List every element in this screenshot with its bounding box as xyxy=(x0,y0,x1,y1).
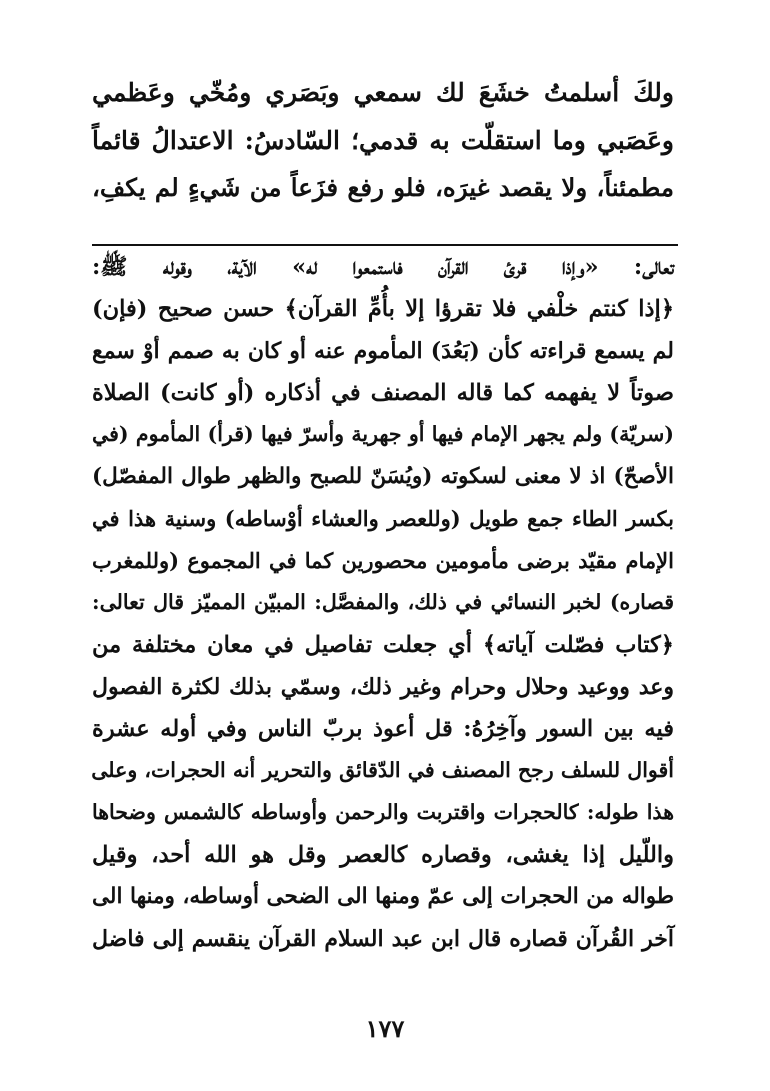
page-number: ١٧٧ xyxy=(365,1014,405,1043)
commentary-line: لم يسمع قراءته كأن (بَعُدَ) المأموم عنه أو كان به صمم أوْ سمع xyxy=(92,338,674,364)
commentary-line: آخر القُرآن قصاره قال ابن عبد السلام القرآن ينقسم إلى فاضل xyxy=(92,926,674,952)
commentary-line: ﴿كتاب فصّلت آياته﴾ أي جعلت تفاصيل في معان مختلفة من xyxy=(92,632,674,658)
commentary-line: الأصحّ) اذ لا معنى لسكوته (ويُسَنّ للصبح والظهر طوال المفصّل) xyxy=(92,464,674,489)
commentary-line: فيه بين السور وآخِرُهُ: قل أعوذ بربّ الناس وفي أوله عشرة xyxy=(92,716,674,742)
main-text-line: وعَصَبي وما استقلّت به قدمي؛ السّادسُ: الاعتدالُ قائماً xyxy=(92,126,674,155)
main-text-line: مطمئناً، ولا يقصد غيرَه، فلو رفع فزَعاً من شَيءٍ لم يكفِ، xyxy=(92,173,674,202)
commentary-line: صوتاً لا يفهمه كما قاله المصنف في أذكاره (أو كانت) الصلاة xyxy=(92,380,674,406)
commentary-line: بكسر الطاء جمع طويل (وللعصر والعشاء أوْساطه) وسنية هذا في xyxy=(92,506,674,531)
commentary-line: ﴿إذا كنتم خلْفي فلا تقرؤا إلا بأُمِّ القرآن﴾ حسن صحيح (فإن) xyxy=(92,296,674,322)
commentary-line: تعالى: «وإذا قرئ القرآن فاستمعوا له» الآية، وقوله ﷺ: xyxy=(92,254,674,280)
commentary-line: وعد ووعيد وحلال وحرام وغير ذلك، وسمّي بذلك لكثرة الفصول xyxy=(92,674,674,700)
commentary-line: أقوال للسلف رجح المصنف في الدّقائق والتحرير أنه الحجرات، وعلى xyxy=(91,758,674,782)
footnote-divider xyxy=(92,244,678,246)
commentary-line: طواله من الحجرات إلى عمّ ومنها الى الضحى أوساطه، ومنها الى xyxy=(92,884,674,909)
commentary-line: الإمام مقيّد برضى مأمومين محصورين كما في المجموع (وللمغرب xyxy=(92,548,674,573)
commentary-line: (سريّة) ولم يجهر الإمام فيها أو جهرية وأسرّ فيها (قرأ) المأموم (في xyxy=(92,422,674,446)
commentary-line: هذا طوله: كالحجرات واقتربت والرحمن وأوساطه كالشمس وضحاها xyxy=(92,800,674,824)
commentary-line: واللّيل إذا يغشى، وقصاره كالعصر وقل هو الله أحد، وقيل xyxy=(92,842,674,868)
main-text-line: ولكَ أسلمتُ خشَعَ لك سمعي وبَصَري ومُخّي وعَظمي xyxy=(92,78,674,107)
commentary-line: قصاره) لخبر النسائي في ذلك، والمفصَّل: المبيّن المميّز قال تعالى: xyxy=(92,590,674,614)
